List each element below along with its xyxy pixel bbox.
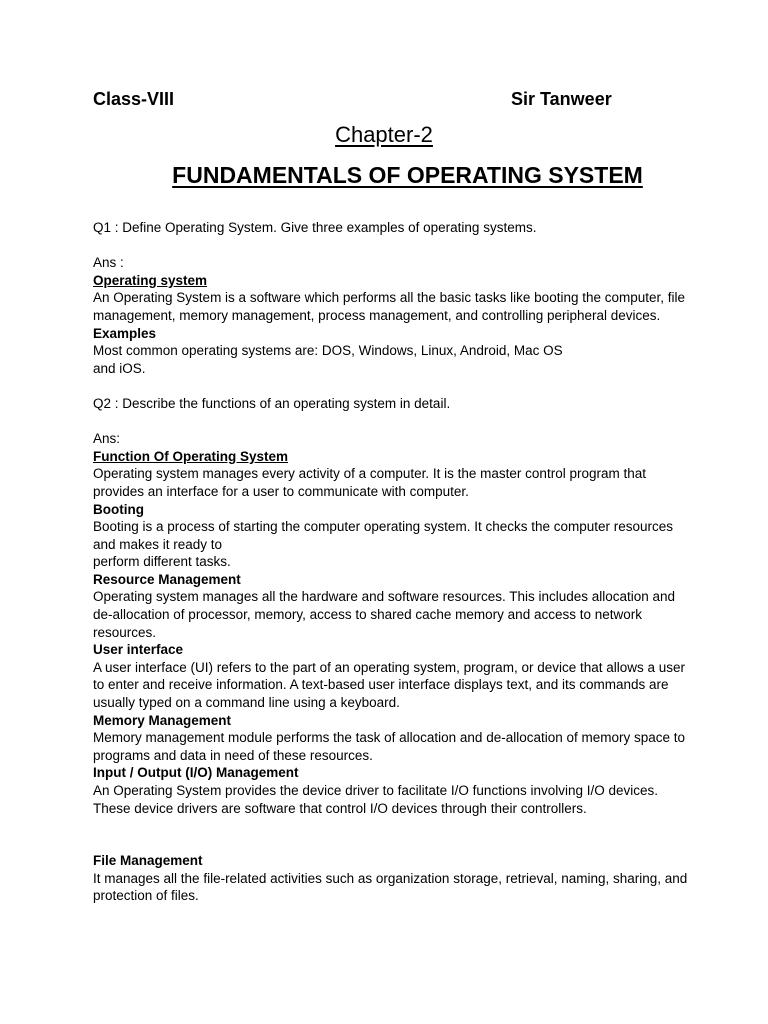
ui-heading: User interface [93,642,184,658]
io-heading: Input / Output (I/O) Management [93,765,299,781]
resource-heading: Resource Management [93,571,241,587]
resource-text: Operating system manages all the hardware and software resources. This includes allocation and de-allocation of processor, memory, access to shared cache memory and access to network resources. [93,589,676,640]
chapter-heading: Chapter-2 [335,122,433,147]
q2-heading: Function Of Operating System [93,448,289,464]
class-label: Class-VIII [93,89,175,109]
file-heading: File Management [93,853,203,869]
q2-question: Q2 : Describe the functions of an operating system in detail. [93,395,451,411]
q1-examples-heading: Examples [93,325,157,341]
q1-definition: An Operating System is a software which performs all the basic tasks like booting the computer, file management, memory management, process management, and controlling peripheral devices. [93,290,686,323]
q1-examples-line1: Most common operating systems are: DOS, Windows, Linux, Android, Mac OS [93,343,563,359]
q1-heading: Operating system [93,272,208,288]
teacher-name: Sir Tanweer [511,89,612,109]
booting-heading: Booting [93,501,144,517]
q2-intro: Operating system manages every activity of a computer. It is the master control program that provides an interface for a user to communicate with computer. [93,466,646,499]
q1-ans-label: Ans : [93,255,124,271]
booting-line2: perform different tasks. [93,554,231,570]
page-title: FUNDAMENTALS OF OPERATING SYSTEM [172,162,643,188]
document-body [93,219,693,905]
memory-text: Memory management module performs the task of allocation and de-allocation of memory space to programs and data in need of these resources. [93,730,686,763]
memory-heading: Memory Management [93,712,232,728]
io-text: An Operating System provides the device driver to facilitate I/O functions involving I/O devices. These device drivers are software that control I/O devices through their controllers. [93,783,659,816]
q1-examples-line2: and iOS. [93,360,146,376]
booting-line1: Booting is a process of starting the computer operating system. It checks the computer resources and makes it ready to [93,519,674,552]
file-text: It manages all the file-related activities such as organization storage, retrieval, naming, sharing, and protection of files. [93,870,688,904]
q1-question: Q1 : Define Operating System. Give three examples of operating systems. [93,220,537,235]
q2-ans-label: Ans: [93,431,121,447]
ui-text: A user interface (UI) refers to the part of an operating system, program, or device that allows a user to enter and receive information. A text-based user interface displays text, and its commands are usually typed on a command line using a keyboard. [93,659,686,711]
